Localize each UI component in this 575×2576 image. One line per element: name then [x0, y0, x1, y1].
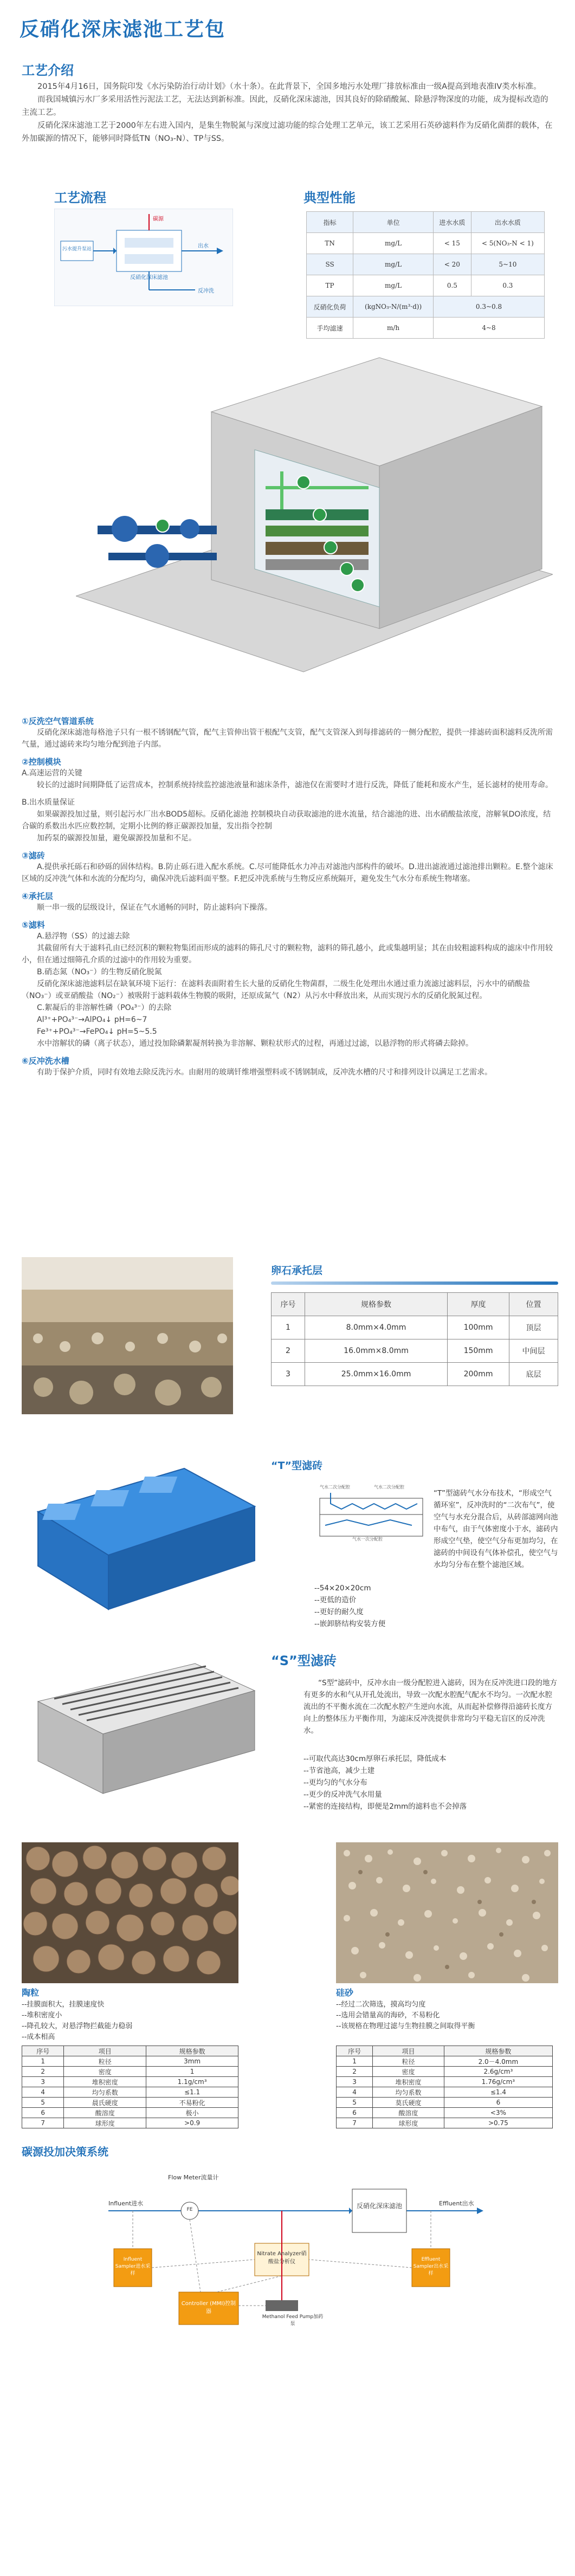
table-cell: 7 [337, 2118, 373, 2128]
table-cell: 酸溶度 [64, 2108, 146, 2118]
intro-text [22, 80, 555, 145]
table-cell: 1 [272, 1316, 305, 1339]
intro-heading: 工艺介绍 [22, 63, 74, 78]
table-row [337, 2067, 553, 2077]
flow-label-back: 反冲洗 [198, 288, 214, 294]
section-paragraph: 加药泵的碳源投加量，避免碳源投加量和不足。 [37, 834, 196, 843]
table-cell: 100mm [448, 1316, 509, 1339]
table-cell: 2.0－4.0mm [444, 2056, 552, 2067]
table-row [22, 2067, 238, 2077]
section-title: ⑤滤料 [22, 920, 45, 930]
flow-heading: 工艺流程 [54, 190, 106, 205]
section-control-module [22, 756, 555, 844]
table-row [337, 2056, 553, 2067]
list-item: --54×20×20cm [314, 1584, 371, 1593]
table-cell: 3mm [146, 2056, 238, 2067]
ceramic-header: 规格参数 [146, 2046, 238, 2056]
table-cell: >0.75 [444, 2118, 552, 2128]
section-paragraph: Al³⁺+PO₄³⁻→AlPO₄↓ pH=6~7 [37, 1015, 147, 1024]
ceramic-bullets [22, 1999, 260, 2043]
table-cell: 1 [22, 2056, 64, 2067]
table-cell: TP [307, 275, 353, 296]
section-body [22, 727, 555, 750]
table-row [307, 275, 545, 296]
section-air-pipe [22, 715, 555, 750]
section-title: ②控制模块 [22, 757, 61, 767]
table-row [307, 296, 545, 318]
section-paragraph: 反硝化深床滤池滤料层在缺氧环境下运行：在滤料表面附着生长大量的反硝化生物菌群，二级生化处理出水通过重力流滤过滤料层，污水中的硝酸盐（NO₃⁻）或亚硝酸盐（NO₂⁻）被吸附于滤料载体生物膜的吸附，还原成氮气（N2）从污水中释放出来，从而实现污水的反硝化脱氮过程。 [22, 980, 530, 1000]
t-brick-title-quote: “T” [271, 1460, 292, 1472]
egg-table [271, 1292, 558, 1386]
table-cell: m/h [353, 318, 434, 339]
table-cell: 密度 [64, 2067, 146, 2077]
table-cell: 晨氏硬度 [64, 2098, 146, 2108]
table-row [22, 2087, 238, 2098]
s-brick-title [271, 1650, 337, 1669]
table-row [337, 2077, 553, 2087]
section-paragraph: B.硝态氮（NO₃⁻）的生物反硝化脱氮 [37, 968, 162, 976]
table-cell: 1.76g/cm³ [444, 2077, 552, 2087]
s-brick-title-text: 型滤砖 [297, 1653, 337, 1668]
section-support-layer [22, 890, 555, 914]
table-cell: 底层 [509, 1363, 558, 1386]
table-cell: 5~10 [471, 254, 544, 275]
carbon-diagram [98, 2167, 488, 2330]
table-cell: 5 [337, 2098, 373, 2108]
section-filter-brick [22, 850, 555, 885]
table-cell: 4 [337, 2087, 373, 2098]
performance-heading: 典型性能 [303, 190, 356, 205]
table-cell: 密度 [373, 2067, 444, 2077]
section-paragraph: B.出水质量保证 [22, 798, 75, 807]
flow-label-tank: 反硝化深床滤池 [130, 275, 168, 281]
section-paragraph: 如果碳源投加过量，则引起污水厂出水BOD5超标。反硝化滤池 控制模块自动获取滤池的进水流量，结合滤池的进、出水硝酸盐浓度，溶解氧DO浓度，结合碳的系数出水匹应数控制，定期小比例的修正碳源投加量，发出指令控制 [22, 810, 551, 831]
sand-bullets [336, 1999, 564, 2032]
list-item: --紧密的连接结构，即便是2mm的滤料也不会掉落 [303, 1802, 467, 1811]
table-row [22, 2077, 238, 2087]
t-brick-diagram-label: 气水二次分配腔 [374, 1485, 404, 1490]
table-cell: 3 [22, 2077, 64, 2087]
section-paragraph: C.絮凝后的非溶解性磷（PO₄³⁻）的去除 [37, 1004, 172, 1012]
table-cell: 16.0mm×8.0mm [305, 1339, 447, 1363]
table-row [337, 2118, 553, 2128]
table-cell: 6 [444, 2098, 552, 2108]
section-paragraph: 其截留所有大于滤料孔由已经沉积的颗粒物集团而形成的滤料的筛孔尺寸的颗粒物，滤料的筛孔越小，此或集越明显；其在由较粗滤料构成的滤床中作用较小，但在通过细筛孔介质的过滤中的作用较为重要。 [22, 944, 553, 965]
section-title: ⑥反冲洗水槽 [22, 1056, 69, 1066]
section-body [22, 767, 555, 844]
section-backwash-trough [22, 1055, 555, 1078]
table-cell: mg/L [353, 233, 434, 254]
table-cell: 均匀系数 [64, 2087, 146, 2098]
table-cell: 反硝化负荷 [307, 296, 353, 318]
section-body [22, 902, 555, 914]
table-cell: 顶层 [509, 1316, 558, 1339]
intro-paragraph-1: 2015年4月16日，国务院印发《水污染防治行动计划》（水十条）。在此背景下，全国多地污水处理厂排放标准由一级A提高到地表准IV类水标准。 [37, 82, 541, 91]
table-cell: 酸溶度 [373, 2108, 444, 2118]
table-cell: 莫氏硬度 [373, 2098, 444, 2108]
t-brick-diagram-label: 气水二次分配腔 [320, 1485, 350, 1490]
table-row [22, 2108, 238, 2118]
list-item: --该规格在物理过滤与生物挂膜之间取得平衡 [336, 2022, 475, 2030]
list-item: --节省池高，减少土建 [303, 1766, 375, 1775]
section-body [22, 930, 555, 1050]
sand-header-row [337, 2046, 553, 2056]
performance-table [306, 211, 545, 339]
list-item: --挂膜面积大，挂膜速度快 [22, 2001, 105, 2009]
sand-header: 序号 [337, 2046, 373, 2056]
intro-paragraph-2: 而我国城镇污水厂多采用活性污泥法工艺，无法达到新标准。因此，反硝化深床滤池，因其良好的除硝酸氮、除悬浮物深度的功能，成为提标改造的主流工艺。 [22, 95, 548, 117]
list-item: --可取代高达30cm厚卵石承托层，降低成本 [303, 1755, 447, 1763]
table-cell: 25.0mm×16.0mm [305, 1363, 447, 1386]
table-cell: 极小 [146, 2108, 238, 2118]
influent-sampler-label: Influent Sampler进水采样 [115, 2257, 151, 2276]
methanol-label: Methanol Feed Pump加药泵 [262, 2314, 324, 2327]
s-brick-image [22, 1653, 266, 1804]
list-item: --经过二次筛选，摸高均匀度 [336, 2001, 426, 2009]
table-row [22, 2098, 238, 2108]
list-item: --更低的造价 [314, 1596, 357, 1604]
table-cell: 7 [22, 2118, 64, 2128]
section-paragraph: 顺一串一级的层级设计，保证在气水通畅的同时，防止滤料向下操落。 [37, 903, 272, 912]
table-cell: 2 [22, 2067, 64, 2077]
table-row [337, 2087, 553, 2098]
t-brick-diagram-label: 气水一次分配腔 [352, 1537, 383, 1542]
table-cell: 手均滤速 [307, 318, 353, 339]
section-body [22, 1066, 555, 1078]
sand-header: 项目 [373, 2046, 444, 2056]
section-title: ③滤砖 [22, 851, 45, 860]
table-cell: 2 [272, 1339, 305, 1363]
t-brick-title-text: 型滤砖 [291, 1460, 322, 1472]
table-cell: 3 [272, 1363, 305, 1386]
filter-3d-illustration [76, 347, 553, 683]
table-cell: <3% [444, 2108, 552, 2118]
table-cell: 球形度 [64, 2118, 146, 2128]
section-body [22, 861, 555, 885]
list-item: --更好的耐久度 [314, 1608, 364, 1616]
t-brick-image [22, 1458, 266, 1626]
table-cell: 1 [146, 2067, 238, 2077]
ceramic-photo [22, 1842, 238, 1983]
table-row [272, 1363, 558, 1386]
table-cell: 0.3 [471, 275, 544, 296]
section-filter-media [22, 919, 555, 1050]
table-row [307, 318, 545, 339]
table-row [272, 1339, 558, 1363]
egg-title: 卵石承托层 [271, 1265, 323, 1277]
table-cell: SS [307, 254, 353, 275]
table-cell: 球形度 [373, 2118, 444, 2128]
egg-header: 厚度 [448, 1293, 509, 1316]
performance-header: 出水水质 [471, 212, 544, 233]
list-item: --嵌卸脐结构安装方便 [314, 1620, 386, 1628]
table-cell: < 15 [434, 233, 471, 254]
section-title: ①反洗空气管道系统 [22, 716, 94, 726]
performance-header-row [307, 212, 545, 233]
table-row [337, 2098, 553, 2108]
flow-label-out: 出水 [198, 243, 209, 249]
t-brick-desc: “T”型滤砖气水分布技术，“形成空气循环室”，反冲洗时的“二次布气”，使空气与水充分混合后，从砖部滤网向池中布气，由于气体密度小于水，滤砖内形成空气垫，使空气分布更加均匀，在滤砖的中间设有气体补偿孔，使空气与水均匀分布在整个滤池区域。 [434, 1489, 558, 1569]
flow-label-pump: 污水提升泵站 [62, 247, 92, 252]
table-cell: ≤1.4 [444, 2087, 552, 2098]
ceramic-table [22, 2046, 238, 2128]
table-cell: 3 [337, 2077, 373, 2087]
table-row [272, 1316, 558, 1339]
table-cell: >0.9 [146, 2118, 238, 2128]
ceramic-header: 项目 [64, 2046, 146, 2056]
table-cell: 粒径 [64, 2056, 146, 2067]
effluent-sampler-label: Effluent Sampler出水采样 [413, 2257, 449, 2276]
table-cell: 5 [22, 2098, 64, 2108]
section-paragraph: 有助于保护介质，同时有效地去除反洗污水。由耐用的玻璃钎维增强塑料或不锈钢制成，反冲洗水槽的尺寸和排列设计以满足工艺需求。 [37, 1068, 492, 1077]
section-paragraph: A.提供承托砾石和砂砾的固体结构。B.防止砾石进入配水系统。C.尽可能降低水力冲击对滤池内部构件的破坏。D.进出滤液通过滤池排出颗粒。E.整个滤床区域的反冲洗气体和水流的分配均匀，确保冲洗后滤料面平整。F.把反冲洗系统与生物反应系统隔开，避免发生气水分布系统生物堵塞。 [22, 863, 553, 883]
effluent-label: Effluent出水 [439, 2200, 474, 2207]
ceramic-title: 陶粒 [22, 1988, 40, 1998]
nitrate-label: Nitrate Analyzer硝酸盐分析仪 [257, 2251, 307, 2265]
t-brick-diagram [314, 1482, 428, 1542]
section-paragraph: Fe³⁺+PO₄³⁻→FePO₄↓ pH=5~5.5 [37, 1027, 157, 1036]
section-paragraph: 较长的过滤时间期降低了运营成本，控制系统持续监控滤池液量和滤床条件，滤池仅在需要时才进行反洗，降低了能耗和废水产生，延长滤材的使用寿命。 [37, 781, 553, 789]
table-cell: 6 [337, 2108, 373, 2118]
table-cell: 2.6g/cm³ [444, 2067, 552, 2077]
table-cell: 0.3~0.8 [434, 296, 545, 318]
table-cell: 堆积密度 [64, 2077, 146, 2087]
table-row [22, 2056, 238, 2067]
flow-label-carbon: 碳源 [153, 216, 164, 222]
table-cell: 150mm [448, 1339, 509, 1363]
table-cell: 200mm [448, 1363, 509, 1386]
feature-sections [22, 715, 555, 1078]
table-cell: 8.0mm×4.0mm [305, 1316, 447, 1339]
list-item: --更均匀的气水分布 [303, 1778, 367, 1787]
table-cell: 中间层 [509, 1339, 558, 1363]
section-paragraph: 反硝化深床滤池每格池子只有一根不锈钢配气管，配气主管伸出管干根配气支管，配气支管深入到每排滤砖的一侧分配腔，提供一排滤砖面积滤料反洗所需气量，通过滤砖来均匀地分配到池子内部。 [22, 728, 553, 749]
table-cell: < 5(NO₃-N < 1) [471, 233, 544, 254]
performance-header: 单位 [353, 212, 434, 233]
ceramic-header-row [22, 2046, 238, 2056]
egg-header: 规格参数 [305, 1293, 447, 1316]
table-row [307, 233, 545, 254]
section-title: ④承托层 [22, 891, 53, 901]
s-brick-bullets [303, 1753, 558, 1813]
influent-label: Influent进水 [108, 2200, 144, 2207]
sand-photo [336, 1842, 558, 1983]
table-row [337, 2108, 553, 2118]
table-cell: 1 [337, 2056, 373, 2067]
s-brick-desc: “S型”滤砖中，反冲水由一级分配腔进入滤砖，因为在反冲洗进口段的地方有更多的水和气从开孔处流出，导致一次配水腔配气配水不均匀。一次配水腔流出的不平衡水流在二次配水腔产生逆向水流，从而起补偿修得沿滤砖长度方向上的整体压力平衡作用，为滤床反冲洗提供非常均匀平稳无盲区的反冲洗水。 [303, 1679, 558, 1735]
table-cell: 1.1g/cm³ [146, 2077, 238, 2087]
carbon-title: 碳源投加决策系统 [22, 2145, 108, 2158]
tank-label: 反硝化深床滤池 [356, 2202, 402, 2210]
gravel-layer-photo [22, 1257, 233, 1414]
table-cell: 4 [22, 2087, 64, 2098]
performance-header: 指标 [307, 212, 353, 233]
table-cell: 0.5 [434, 275, 471, 296]
table-cell: 不易粉化 [146, 2098, 238, 2108]
process-flow-diagram [54, 209, 233, 306]
fe-label: FE [186, 2207, 193, 2212]
list-item: --更少的反冲洗气水用量 [303, 1790, 382, 1799]
table-row [22, 2118, 238, 2128]
egg-header: 位置 [509, 1293, 558, 1316]
table-cell: mg/L [353, 275, 434, 296]
table-cell: 4~8 [434, 318, 545, 339]
table-cell: TN [307, 233, 353, 254]
table-cell: 2 [337, 2067, 373, 2077]
section-paragraph: A.悬浮物（SS）的过滤去除 [37, 932, 130, 941]
table-cell: 粒径 [373, 2056, 444, 2067]
list-item: --成本相高 [22, 2033, 55, 2041]
table-row [307, 254, 545, 275]
egg-stripe [271, 1281, 558, 1285]
sand-title: 硅砂 [336, 1988, 354, 1998]
list-item: --选用会错量高的海砂，不易粉化 [336, 2011, 440, 2020]
section-paragraph: 水中溶解状的磷（离子状态），通过投加除磷絮凝剂转换为非溶解、颗粒状形式的过程，再通过过滤，以悬浮物的形式将磷去除掉。 [37, 1039, 473, 1048]
s-brick-title-quote: “S” [271, 1653, 298, 1668]
table-cell: 6 [22, 2108, 64, 2118]
sand-table [336, 2046, 553, 2128]
egg-header: 序号 [272, 1293, 305, 1316]
t-brick-bullets [314, 1582, 434, 1630]
ceramic-header: 序号 [22, 2046, 64, 2056]
table-cell: ≤1.1 [146, 2087, 238, 2098]
intro-paragraph-3: 反硝化深床滤池工艺于2000年左右进入国内，是集生物脱氮与深度过滤功能的综合处理工艺单元，该工艺采用石英砂滤料作为反硝化菌群的载体，在外加碳源的情况下，能够同时降低TN（NO₃-N）、TP与SS。 [22, 121, 553, 143]
sand-header: 规格参数 [444, 2046, 552, 2056]
table-cell: < 20 [434, 254, 471, 275]
table-cell: mg/L [353, 254, 434, 275]
table-cell: 均匀系数 [373, 2087, 444, 2098]
table-cell: 堆积密度 [373, 2077, 444, 2087]
t-brick-title [271, 1458, 322, 1472]
section-paragraph: A.高速运营的关键 [22, 769, 82, 778]
page-title: 反硝化深床滤池工艺包 [20, 18, 226, 41]
egg-header-row [272, 1293, 558, 1316]
list-item: --降孔较大，对悬浮物拦截能力稳弱 [22, 2022, 133, 2030]
table-cell: (kgNO₃-N/(m³·d)) [353, 296, 434, 318]
controller-label: Controller (MMI)控制器 [181, 2301, 236, 2315]
flow-meter-label: Flow Meter流量计 [168, 2174, 219, 2181]
performance-header: 进水水质 [434, 212, 471, 233]
list-item: --堆积密度小 [22, 2011, 62, 2020]
